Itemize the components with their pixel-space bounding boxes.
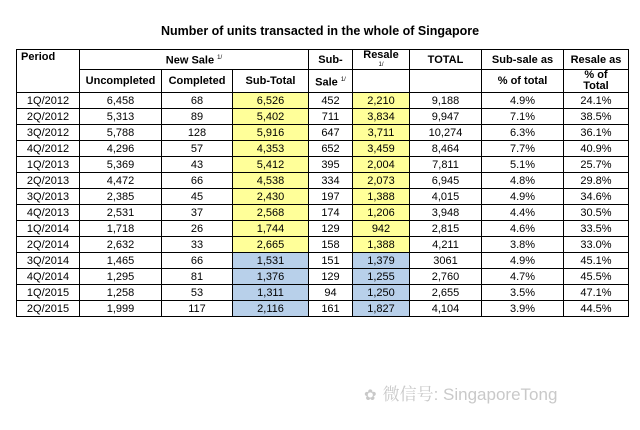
cell-resale: 2,210 — [353, 93, 410, 109]
cell-resale: 3,711 — [353, 125, 410, 141]
header-resale-blank — [353, 70, 410, 93]
cell-period: 4Q/2013 — [17, 205, 80, 221]
cell-total: 7,811 — [410, 157, 482, 173]
header-resale: Resale 1/ — [353, 50, 410, 70]
table-row — [17, 157, 629, 173]
cell-sub-total: 2,665 — [233, 237, 309, 253]
cell-sub-sale: 647 — [309, 125, 353, 141]
cell-resale: 1,388 — [353, 237, 410, 253]
cell-total: 2,655 — [410, 285, 482, 301]
table-row — [17, 269, 629, 285]
cell-period: 1Q/2013 — [17, 157, 80, 173]
cell-sub-sale-pct: 5.1% — [482, 157, 564, 173]
cell-completed: 68 — [162, 93, 233, 109]
cell-resale-pct: 33.5% — [564, 221, 629, 237]
table-row — [17, 237, 629, 253]
cell-resale: 1,255 — [353, 269, 410, 285]
table-row — [17, 205, 629, 221]
cell-sub-sale: 129 — [309, 221, 353, 237]
cell-sub-total: 1,311 — [233, 285, 309, 301]
cell-sub-sale: 174 — [309, 205, 353, 221]
cell-sub-sale-pct: 4.9% — [482, 93, 564, 109]
transactions-table — [16, 49, 629, 317]
cell-sub-total: 1,376 — [233, 269, 309, 285]
cell-uncompleted: 1,258 — [80, 285, 162, 301]
cell-sub-sale-pct: 3.5% — [482, 285, 564, 301]
cell-total: 2,815 — [410, 221, 482, 237]
header-total-blank — [410, 70, 482, 93]
cell-period: 3Q/2012 — [17, 125, 80, 141]
cell-uncompleted: 2,531 — [80, 205, 162, 221]
cell-resale: 2,073 — [353, 173, 410, 189]
cell-sub-sale: 334 — [309, 173, 353, 189]
cell-resale: 1,388 — [353, 189, 410, 205]
cell-period: 2Q/2014 — [17, 237, 80, 253]
cell-resale: 3,834 — [353, 109, 410, 125]
cell-uncompleted: 5,788 — [80, 125, 162, 141]
cell-sub-sale: 197 — [309, 189, 353, 205]
header-resale-pct-bottom: % of Total — [564, 70, 629, 93]
cell-sub-sale: 94 — [309, 285, 353, 301]
header-period: Period — [17, 50, 80, 93]
table-row — [17, 173, 629, 189]
cell-sub-sale: 129 — [309, 269, 353, 285]
cell-period: 4Q/2012 — [17, 141, 80, 157]
cell-uncompleted: 2,632 — [80, 237, 162, 253]
header-uncompleted: Uncompleted — [80, 70, 162, 93]
cell-resale-pct: 47.1% — [564, 285, 629, 301]
cell-resale-pct: 45.5% — [564, 269, 629, 285]
cell-sub-total: 4,538 — [233, 173, 309, 189]
cell-sub-sale-pct: 4.9% — [482, 189, 564, 205]
table-row — [17, 285, 629, 301]
cell-sub-sale-pct: 4.8% — [482, 173, 564, 189]
cell-resale: 1,206 — [353, 205, 410, 221]
table-row — [17, 301, 629, 317]
cell-total: 8,464 — [410, 141, 482, 157]
cell-sub-total: 5,412 — [233, 157, 309, 173]
cell-sub-sale-pct: 7.7% — [482, 141, 564, 157]
cell-sub-total: 6,526 — [233, 93, 309, 109]
cell-sub-sale: 158 — [309, 237, 353, 253]
table-row — [17, 93, 629, 109]
cell-uncompleted: 1,718 — [80, 221, 162, 237]
cell-sub-sale-pct: 4.6% — [482, 221, 564, 237]
cell-sub-total: 1,744 — [233, 221, 309, 237]
cell-resale-pct: 36.1% — [564, 125, 629, 141]
cell-sub-sale-pct: 6.3% — [482, 125, 564, 141]
cell-period: 3Q/2013 — [17, 189, 80, 205]
cell-period: 1Q/2014 — [17, 221, 80, 237]
cell-uncompleted: 6,458 — [80, 93, 162, 109]
cell-resale-pct: 30.5% — [564, 205, 629, 221]
cell-sub-total: 2,430 — [233, 189, 309, 205]
header-new-sale: New Sale $^{1/}$ — [80, 50, 309, 70]
cell-sub-sale: 452 — [309, 93, 353, 109]
cell-sub-total: 1,531 — [233, 253, 309, 269]
cell-completed: 33 — [162, 237, 233, 253]
cell-uncompleted: 1,999 — [80, 301, 162, 317]
cell-sub-sale-pct: 4.4% — [482, 205, 564, 221]
header-sub-sale-bottom: Sale $^{1/}$ — [309, 70, 353, 93]
cell-sub-total: 2,568 — [233, 205, 309, 221]
cell-total: 4,015 — [410, 189, 482, 205]
cell-sub-total: 5,402 — [233, 109, 309, 125]
cell-period: 2Q/2012 — [17, 109, 80, 125]
cell-sub-sale: 652 — [309, 141, 353, 157]
cell-resale-pct: 40.9% — [564, 141, 629, 157]
cell-uncompleted: 4,296 — [80, 141, 162, 157]
cell-sub-total: 5,916 — [233, 125, 309, 141]
header-total: TOTAL — [410, 50, 482, 70]
cell-resale-pct: 45.1% — [564, 253, 629, 269]
cell-resale-pct: 24.1% — [564, 93, 629, 109]
cell-period: 3Q/2014 — [17, 253, 80, 269]
cell-resale: 1,250 — [353, 285, 410, 301]
cell-completed: 66 — [162, 253, 233, 269]
cell-resale-pct: 34.6% — [564, 189, 629, 205]
cell-completed: 89 — [162, 109, 233, 125]
cell-completed: 66 — [162, 173, 233, 189]
table-row — [17, 253, 629, 269]
cell-uncompleted: 1,295 — [80, 269, 162, 285]
cell-sub-total: 4,353 — [233, 141, 309, 157]
cell-period: 2Q/2013 — [17, 173, 80, 189]
table-row — [17, 221, 629, 237]
cell-sub-sale: 161 — [309, 301, 353, 317]
cell-uncompleted: 2,385 — [80, 189, 162, 205]
cell-total: 3061 — [410, 253, 482, 269]
cell-sub-total: 2,116 — [233, 301, 309, 317]
cell-completed: 57 — [162, 141, 233, 157]
cell-total: 3,948 — [410, 205, 482, 221]
header-sub-sale-pct-top: Sub-sale as — [482, 50, 564, 70]
table-row — [17, 125, 629, 141]
cell-resale: 942 — [353, 221, 410, 237]
cell-completed: 117 — [162, 301, 233, 317]
table-title: Number of units transacted in the whole of Singapore — [160, 24, 480, 38]
table-row — [17, 141, 629, 157]
cell-uncompleted: 5,313 — [80, 109, 162, 125]
watermark: ✿ 微信号: SingaporeTong — [364, 385, 558, 404]
cell-period: 1Q/2012 — [17, 93, 80, 109]
cell-period: 1Q/2015 — [17, 285, 80, 301]
wechat-icon: ✿ — [364, 387, 377, 404]
header-sub-sale-pct-bottom: % of total — [482, 70, 564, 93]
cell-period: 2Q/2015 — [17, 301, 80, 317]
cell-resale: 2,004 — [353, 157, 410, 173]
cell-completed: 26 — [162, 221, 233, 237]
cell-uncompleted: 5,369 — [80, 157, 162, 173]
cell-resale-pct: 33.0% — [564, 237, 629, 253]
cell-total: 4,104 — [410, 301, 482, 317]
cell-completed: 81 — [162, 269, 233, 285]
cell-sub-sale-pct: 3.9% — [482, 301, 564, 317]
cell-uncompleted: 1,465 — [80, 253, 162, 269]
table-row — [17, 189, 629, 205]
cell-resale-pct: 44.5% — [564, 301, 629, 317]
cell-resale-pct: 29.8% — [564, 173, 629, 189]
cell-sub-sale: 711 — [309, 109, 353, 125]
cell-sub-sale: 395 — [309, 157, 353, 173]
cell-resale-pct: 25.7% — [564, 157, 629, 173]
cell-resale: 1,827 — [353, 301, 410, 317]
cell-sub-sale-pct: 4.7% — [482, 269, 564, 285]
cell-completed: 128 — [162, 125, 233, 141]
table-row — [17, 109, 629, 125]
header-completed: Completed — [162, 70, 233, 93]
cell-resale-pct: 38.5% — [564, 109, 629, 125]
header-resale-pct-top: Resale as — [564, 50, 629, 70]
cell-period: 4Q/2014 — [17, 269, 80, 285]
cell-total: 10,274 — [410, 125, 482, 141]
cell-sub-sale-pct: 7.1% — [482, 109, 564, 125]
cell-uncompleted: 4,472 — [80, 173, 162, 189]
cell-sub-sale: 151 — [309, 253, 353, 269]
cell-completed: 53 — [162, 285, 233, 301]
cell-completed: 45 — [162, 189, 233, 205]
cell-sub-sale-pct: 4.9% — [482, 253, 564, 269]
cell-resale: 3,459 — [353, 141, 410, 157]
cell-sub-sale-pct: 3.8% — [482, 237, 564, 253]
cell-completed: 37 — [162, 205, 233, 221]
cell-total: 4,211 — [410, 237, 482, 253]
cell-total: 9,188 — [410, 93, 482, 109]
cell-total: 2,760 — [410, 269, 482, 285]
header-sub-total: Sub-Total — [233, 70, 309, 93]
cell-total: 9,947 — [410, 109, 482, 125]
cell-total: 6,945 — [410, 173, 482, 189]
cell-resale: 1,379 — [353, 253, 410, 269]
table-body — [17, 93, 629, 317]
cell-completed: 43 — [162, 157, 233, 173]
header-sub-sale-top: Sub- — [309, 50, 353, 70]
